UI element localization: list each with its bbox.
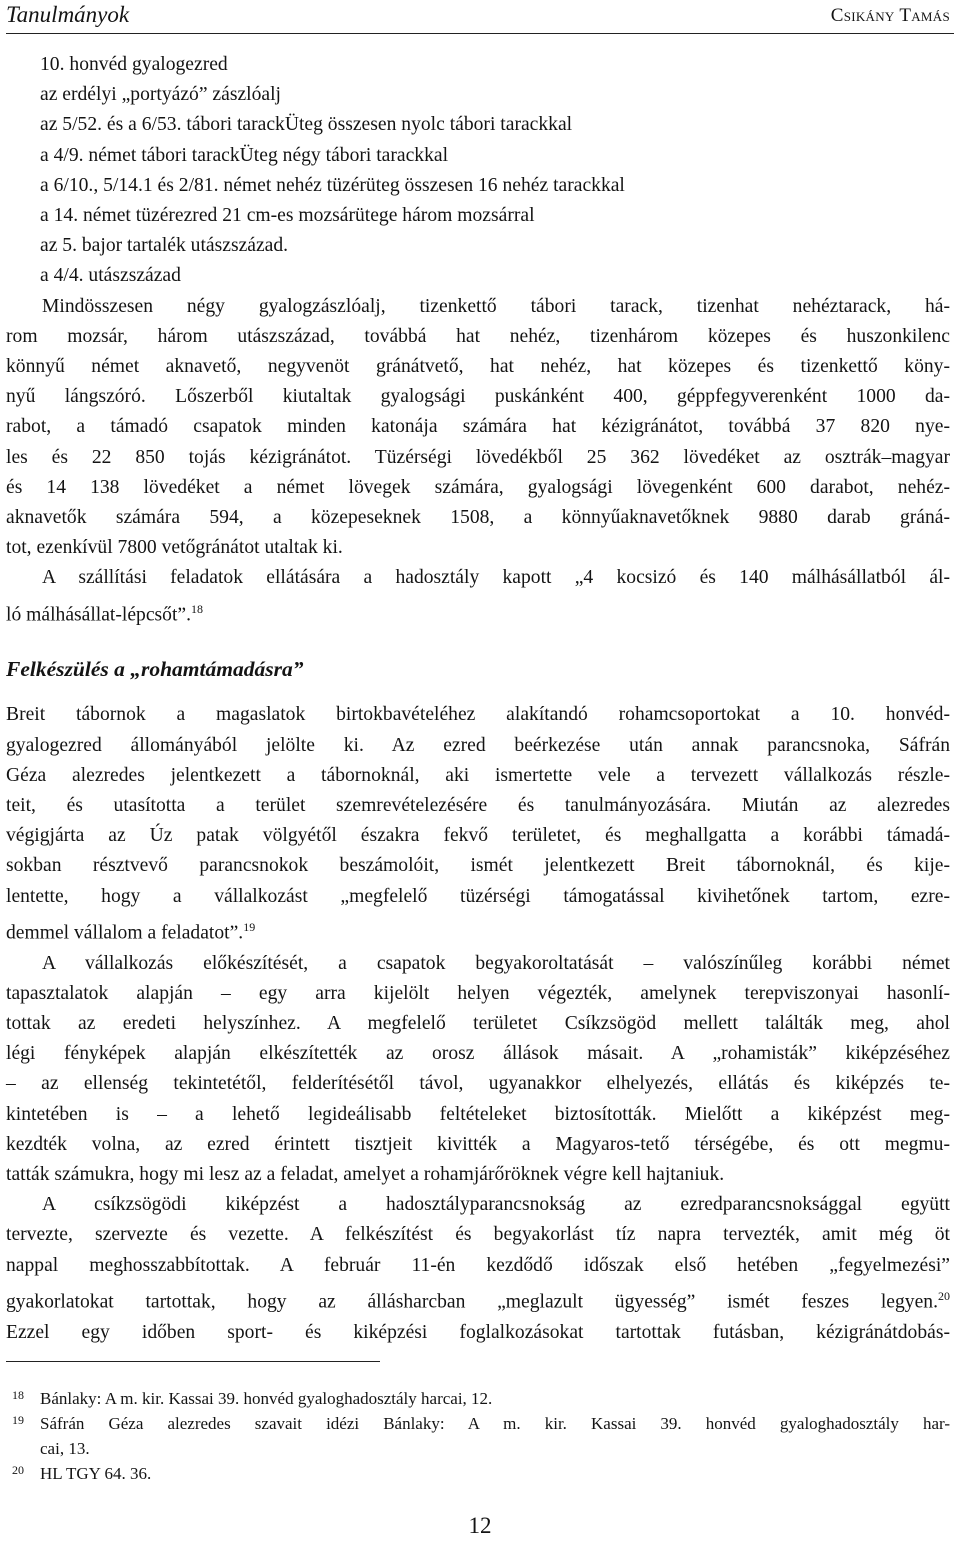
text-line: les és 22 850 tojás kézigránátot. Tüzérségi lövedékből 25 362 lövedéket az osztrák–magyar: [6, 446, 950, 468]
footnote-number: 19: [12, 1413, 24, 1427]
list-item: 10. honvéd gyalogezred: [40, 54, 228, 75]
text-line-content: gyakorlatokat tartottak, hogy az állásharcban „meglazult ügyesség” ismét feszes legyen.: [6, 1291, 938, 1313]
footnote: [6, 1386, 950, 1411]
text-line: tervezte, szervezte és vezette. A felkészítést és begyakorlást tíz napra tervezték, amit még öt: [6, 1224, 950, 1246]
text-line: Ezzel egy időben sport- és kiképzési foglalkozásokat tartottak futásban, kézigránátdobás-: [6, 1321, 950, 1343]
list-item: a 6/10., 5/14.1 és 2/81. német nehéz tüzérüteg összesen 16 nehéz tarackkal: [40, 174, 625, 196]
page-body: [6, 50, 950, 1348]
text-line: teit, és utasította a terület szemrevételezésére és tanulmányozására. Miután az alezredes: [6, 795, 950, 816]
footnote-number: 18: [12, 1388, 24, 1402]
text-line: Breit tábornok a magaslatok birtokbavételéhez alakítandó rohamcsoportokat a 10. honvéd-: [6, 704, 950, 726]
unit-list: [6, 50, 950, 292]
text-line: tatták számukra, hogy mi lesz az a feladat, amelyet a rohamjárőröknek végre kell hajtaniuk.: [6, 1163, 725, 1185]
text-line: tottak az eredeti helyszínhez. A megfelelő területet Csíkzsögöd mellett találták meg, ahol: [6, 1012, 950, 1034]
section-title: Tanulmányok: [6, 2, 130, 27]
text-line: [6, 912, 950, 949]
footnote-number: 20: [12, 1463, 24, 1477]
footnote: [6, 1411, 950, 1461]
text-line: gyalogezred állományából jelölte ki. Az ezred beérkezése után annak parancsnoka, Sáfrán: [6, 734, 950, 756]
footnotes: [6, 1386, 950, 1486]
list-item: a 4/9. német tábori tarackÜteg négy tábori tarackkal: [40, 144, 449, 166]
paragraph-preparation: [6, 949, 950, 1191]
footnote-text: Sáfrán Géza alezredes szavait idézi Bánlaky: A m. kir. Kassai 39. honvéd gyaloghadosztály har-: [40, 1414, 950, 1433]
text-line: lentette, hogy a vállalkozást „megfelelő tüzérségi támogatással kivihetőnek tartom, ezre-: [6, 885, 950, 907]
list-item: az 5. bajor tartalék utászszázad.: [40, 235, 289, 257]
text-line: sokban résztvevő parancsnokok beszámolóit, ismét jelentkezett Breit tábornoknál, és kije-: [6, 855, 950, 877]
list-item: az erdélyi „portyázó” zászlóalj: [40, 84, 281, 106]
text-line: rabot, a támadó csapatok minden katonája számára hat kézigránátot, továbbá 37 820 nye-: [6, 416, 950, 438]
text-line: nappal meghosszabbítottak. A február 11-én kezdődő időszak első hetében „fegyelmezési”: [6, 1254, 950, 1276]
section-heading: Felkészülés a „rohamtámadásra”: [6, 657, 304, 682]
text-line: légi fényképek alapján elkészítették az orosz állások másait. A „rohamisták” kiképzéséhez: [6, 1043, 950, 1065]
footnote-text: HL TGY 64. 36.: [40, 1464, 152, 1483]
paragraph-summary: [6, 292, 950, 564]
footnote-ref[interactable]: 20: [938, 1288, 950, 1303]
paragraph-transport: [6, 563, 950, 630]
text-line: [6, 1281, 950, 1318]
footnote: [6, 1461, 950, 1486]
list-item: a 14. német tüzérezred 21 cm-es mozsárütege három mozsárral: [40, 205, 535, 227]
paragraph-training: [6, 1190, 950, 1348]
footnote-rule: [6, 1361, 380, 1362]
page-number: 12: [468, 1513, 492, 1538]
text-line: könnyű német aknavető, negyvenöt gránátvető, hat nehéz, hat közepes és tizenkettő köny-: [6, 356, 950, 378]
text-line: rom mozsár, három utászszázad, továbbá hat nehéz, tizenhárom közepes és huszonkilenc: [6, 325, 950, 347]
footnote-text: cai, 13.: [40, 1439, 90, 1458]
list-item: a 4/4. utászszázad: [40, 265, 181, 287]
text-line: – az ellenség tekintetétől, felderítésétől távol, ugyanakkor elhelyezés, ellátás és kiképzés te-: [6, 1073, 950, 1095]
text-line: A szállítási feladatok ellátására a hadosztály kapott „4 kocsizó és 140 málhásállatból ál-: [42, 567, 950, 589]
text-line: és 14 138 lövedéket a német lövegek számára, gyalogsági lövegenként 600 darabot, nehéz-: [6, 476, 950, 498]
text-line: Géza alezredes jelentkezett a tábornoknál, aki ismertette vele a tervezett vállalkozás részle-: [6, 764, 950, 786]
text-line: tapasztalatok alapján – egy arra kijelölt helyen végezték, amelynek terepviszonyai hasonlí-: [6, 982, 950, 1004]
text-line-content: ló málhásállat-lépcsőt”.: [6, 604, 191, 626]
text-line: nyű lángszóró. Lőszerből kiutaltak gyalogsági puskánként 400, géppfegyverenként 1000 da-: [6, 386, 950, 408]
text-line: [6, 594, 950, 631]
text-line: tot, ezenkívül 7800 vetőgránátot utaltak ki.: [6, 537, 343, 559]
author-name: Csikány Tamás: [830, 5, 950, 26]
header-rule: [6, 33, 954, 34]
text-line: kezdték volna, az ezred érintett tisztjeit kivitték a Magyaros-tető térségébe, és ott megmu-: [6, 1133, 950, 1155]
footnote-ref[interactable]: 18: [190, 601, 203, 616]
list-item: az 5/52. és a 6/53. tábori tarackÜteg összesen nyolc tábori tarackkal: [40, 114, 573, 136]
text-line: A csíkzsögödi kiképzést a hadosztályparancsnokság az ezredparancsnoksággal együtt: [42, 1194, 950, 1216]
text-line: aknavetők számára 594, a közepeseknek 1508, a könnyűaknavetőknek 9880 darab gráná-: [6, 507, 950, 529]
running-header: [6, 0, 954, 36]
footnote-text: Bánlaky: A m. kir. Kassai 39. honvéd gyaloghadosztály harcai, 12.: [40, 1389, 493, 1408]
text-line-content: demmel vállalom a feladatot”.: [6, 922, 244, 944]
text-line: Mindösszesen négy gyalogzászlóalj, tizenkettő tábori tarack, tizenhat nehéztarack, há-: [42, 295, 950, 317]
text-line: A vállalkozás előkészítését, a csapatok begyakoroltatását – valószínűleg korábbi német: [42, 952, 950, 974]
paragraph-breit: [6, 700, 950, 948]
footnote-ref[interactable]: 19: [243, 919, 256, 934]
text-line: végigjárta az Úz patak völgyétől északra fekvő területet, és meghallgatta a korábbi támadá-: [6, 825, 950, 847]
text-line: kintetében is – a lehető legideálisabb feltételeket biztosították. Mielőtt a kiképzést meg-: [6, 1103, 950, 1125]
